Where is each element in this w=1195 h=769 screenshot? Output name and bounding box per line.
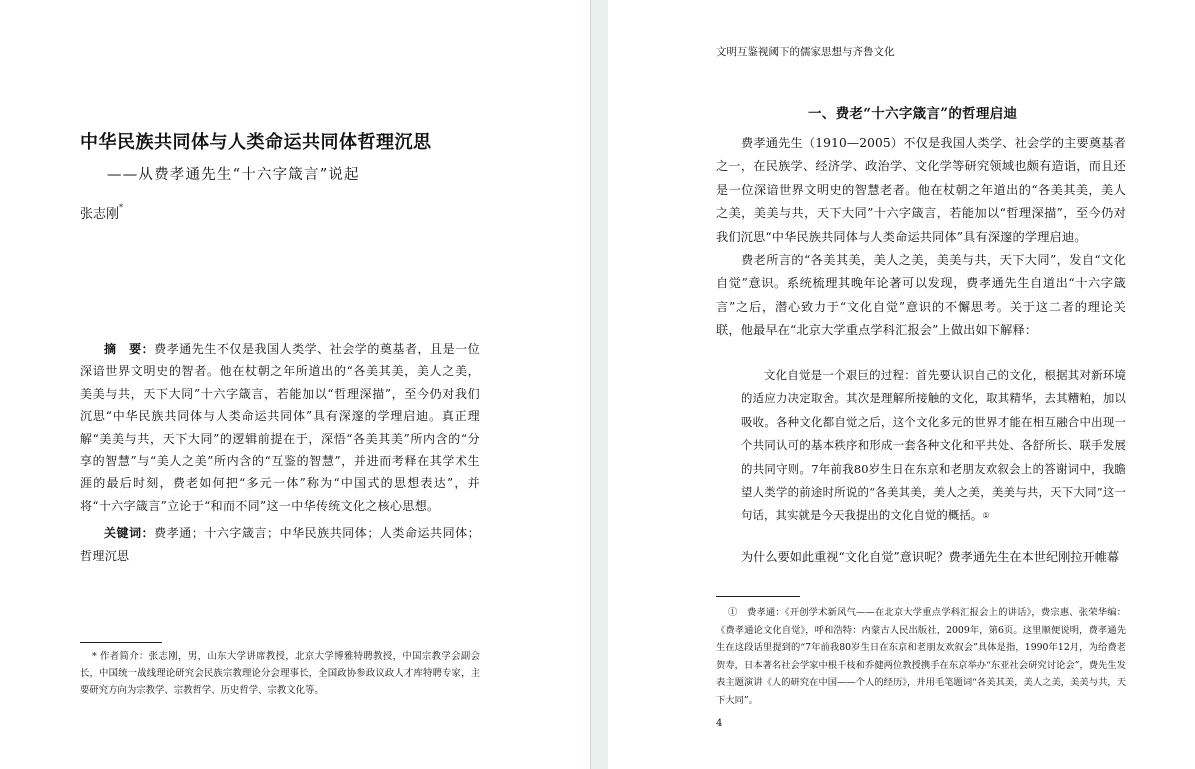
author-line (80, 203, 123, 222)
author-name: 张志刚 (80, 207, 120, 222)
keywords-paragraph (80, 522, 480, 567)
keywords-label: 关键词： (104, 526, 155, 541)
author-footnote: * 作者简介：张志刚，男，山东大学讲席教授，北京大学博雅特聘教授，中国宗教学会副会长，中国统一战线理论研究会民族宗教理论分会理事长，全国政协参政议政人才库特聘专家，主要研究方向为宗教学、宗教哲学、历史哲学、宗教文化等。 (80, 651, 480, 696)
page-number: 4 (716, 718, 723, 729)
right-page (608, 0, 1195, 769)
article-subtitle: ——从费孝通先生“十六字箴言”说起 (107, 167, 360, 183)
left-page (0, 0, 590, 769)
body-paragraph: 费老所言的“各美其美，美人之美，美美与共，天下大同”，发自“文化自觉”意识。系统梳理其晚年论著可以发现，费孝通先生自道出“十六字箴言”之后，潜心致力于“文化自觉”意识的不懈思考。关于这二者的理论关联，他最早在“北京大学重点学科汇报会”上做出如下解释： (716, 253, 1126, 338)
page-gutter (590, 0, 610, 769)
block-quote (741, 364, 1126, 528)
quote-footnote-mark[interactable]: ① (982, 511, 990, 521)
body-paragraph: 费孝通先生（1910—2005）不仅是我国人类学、社会学的主要奠基者之一，在民族学、经济学、政治学、文化学等研究领域也颇有造诣，而且还是一位深谙世界文明史的智慧老者。他在杖朝之年道出的“各美其美，美人之美，美美与共，天下大同”十六字箴言，若能加以“哲理深描”，至今仍对我们沉思“中华民族共同体与人类命运共同体”具有深邃的学理启迪。 (716, 136, 1126, 244)
keywords-text: 费孝通；十六字箴言；中华民族共同体；人类命运共同体；哲理沉思 (80, 526, 481, 563)
footnote-divider (716, 596, 800, 597)
continuation-paragraph: 为什么要如此重视“文化自觉”意识呢？费孝通先生在本世纪刚拉开帷幕 (741, 550, 1120, 564)
abstract-label: 摘 要： (104, 342, 155, 356)
section-title: 一、费老“十六字箴言”的哲理启迪 (808, 106, 1018, 122)
quote-text: 文化自觉是一个艰巨的过程：首先要认识自己的文化，根据其对新环境的适应力决定取舍。其次是理解所接触的文化，取其精华，去其糟粕，加以吸收。各种文化都自觉之后，这个文化多元的世界才能在相互融合中出现一个共同认可的基本秩序和形成一套各种文化和平共处、各舒所长、联手发展的共同守则。7年前我80岁生日在东京和老朋友欢叙会上的答谢词中，我瞻望人类学的前途时所说的“各美其美，美人之美，美美与共，天下大同”这一句话，其实就是今天我提出的文化自觉的概括。 (741, 368, 1126, 523)
article-title: 中华民族共同体与人类命运共同体哲理沉思 (80, 132, 432, 153)
abstract-text: 费孝通先生不仅是我国人类学、社会学的奠基者，且是一位深谙世界文明史的智者。他在杖朝之年所道出的“各美其美，美人之美，美美与共，天下大同”十六字箴言，若能加以“哲理深描”，至今仍对我们沉思“中华民族共同体与人类命运共同体”具有深邃的学理启迪。真正理解“美美与共，天下大同”的逻辑前提在于，深悟“各美其美”所内含的“分享的智慧”与“美人之美”所内含的“互鉴的智慧”，并进而考释在其学术生涯的最后时刻，费老如何把“多元一体”称为“中国式的思想表达”，并将“十六字箴言”立论于“和而不同”这一中华传统文化之核心思想。 (80, 342, 481, 513)
body-text (716, 132, 1126, 343)
citation-footnote: ① 费孝通：《开创学术新风气——在北京大学重点学科汇报会上的讲话》，费宗惠、张荣华编：《费孝通论文化自觉》，呼和浩特：内蒙古人民出版社，2009年，第6页。这里顺便说明，费孝通先生在这段话里提到的“7年前我80岁生日在东京和老朋友欢叙会”具体是指，1990年12月，为给费老贺寿，日本著名社会学家中根千枝和乔健两位教授携手在东京举办“东亚社会研究讨论会”，费先生发表主题演讲《人的研究在中国——个人的经历》，并用毛笔题词“各美其美，美人之美，美美与共，天下大同”。 (716, 607, 1126, 706)
abstract-block (80, 338, 480, 567)
footnote-divider (80, 642, 162, 643)
abstract-paragraph (80, 338, 480, 517)
author-footnote-mark[interactable]: * (119, 203, 124, 212)
running-head: 文明互鉴视阈下的儒家思想与齐鲁文化 (716, 46, 895, 58)
